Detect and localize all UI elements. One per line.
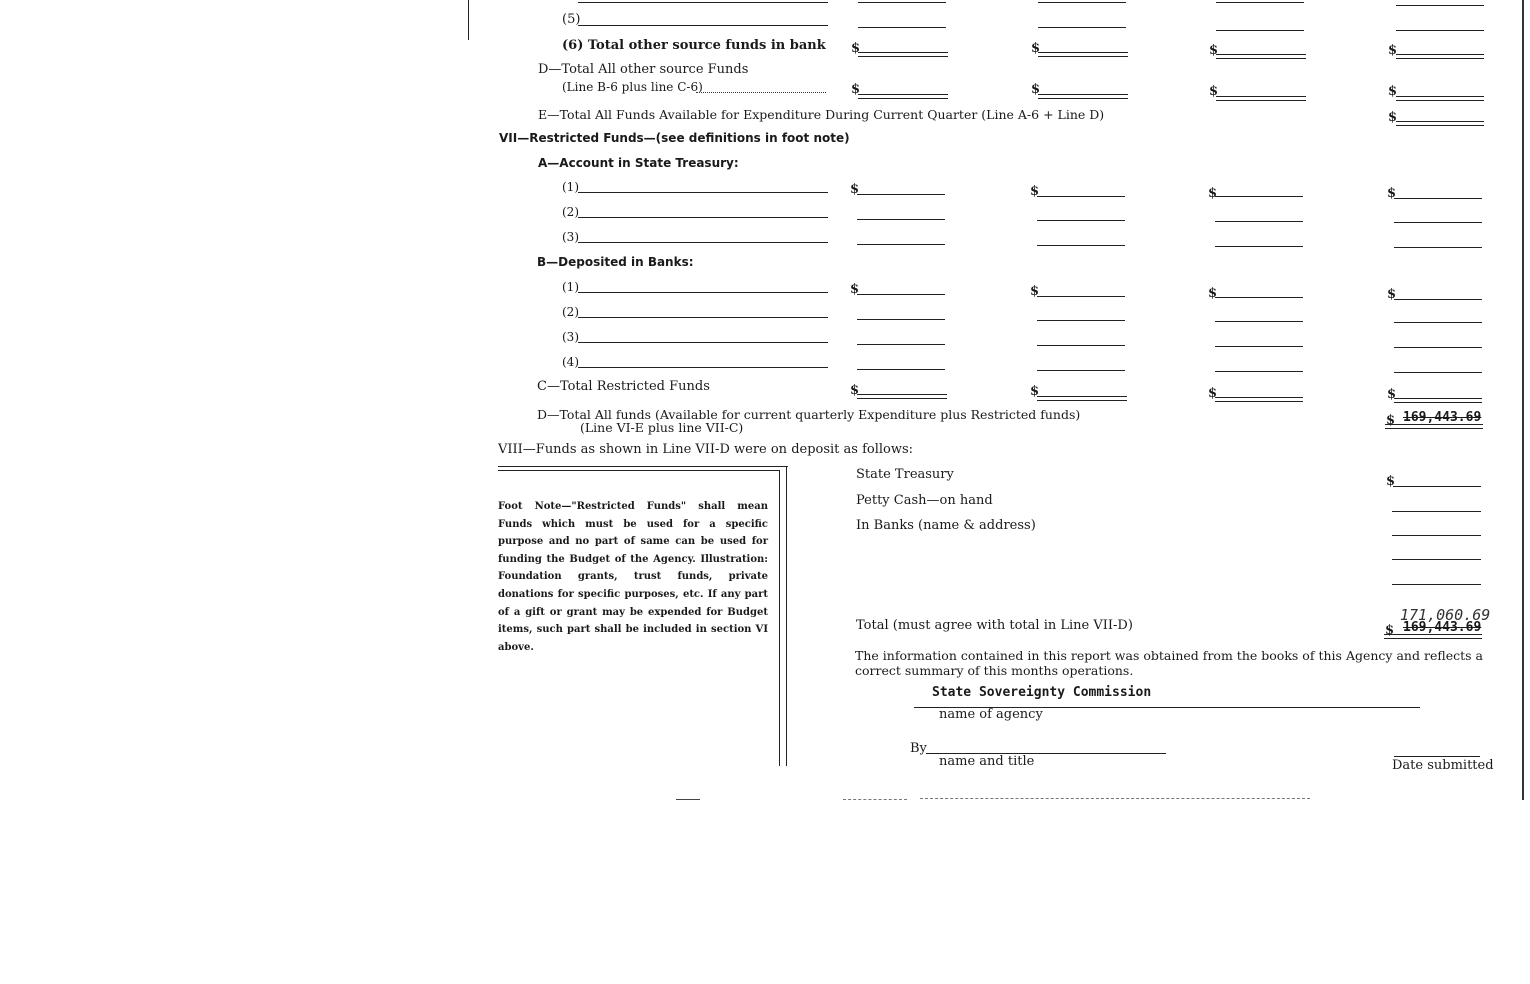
entry-line[interactable] [1392, 511, 1481, 512]
vii-d-title: D—Total All funds (Available for current quarterly Expenditure plus Restricted funds) [537, 407, 1081, 422]
dollar-sign: $ [1387, 186, 1397, 201]
vii-b-item-1: (1) [562, 280, 579, 294]
dollar-sign: $ [1387, 387, 1397, 402]
entry-line[interactable] [1393, 486, 1481, 487]
entry-line[interactable] [1038, 27, 1126, 28]
date-line[interactable] [1394, 756, 1480, 757]
entry-line[interactable] [857, 244, 945, 245]
entry-line[interactable] [1396, 96, 1484, 101]
entry-line[interactable] [1037, 370, 1125, 371]
entry-line[interactable] [1037, 245, 1125, 246]
entry-line[interactable] [1215, 397, 1303, 402]
rule [1396, 5, 1484, 6]
deposit-in-banks: In Banks (name & address) [856, 518, 1036, 533]
entry-line[interactable] [1216, 30, 1304, 31]
entry-line[interactable] [857, 394, 947, 399]
deposit-total-value: 169,443.69 [1403, 620, 1482, 635]
line-d-title: D—Total All other source Funds [538, 62, 749, 77]
entry-line[interactable] [578, 217, 828, 218]
date-caption: Date submitted [1392, 758, 1494, 773]
rule [1216, 2, 1304, 3]
deposit-total-label: Total (must agree with total in Line VII-D) [856, 618, 1133, 633]
entry-line[interactable] [858, 94, 948, 99]
dollar-sign: $ [1031, 82, 1041, 97]
entry-line[interactable] [1394, 398, 1482, 403]
vii-a-item-2: (2) [562, 205, 579, 219]
entry-line[interactable] [1215, 196, 1303, 197]
certification-statement: The information contained in this report was obtained from the books of this Agency and reflects a correct summary of this months operations. [855, 648, 1483, 678]
entry-line[interactable] [1037, 396, 1127, 401]
entry-line[interactable] [857, 344, 945, 345]
entry-line[interactable] [1394, 222, 1482, 223]
entry-line[interactable] [578, 367, 828, 368]
entry-line[interactable] [578, 342, 828, 343]
page-edge-line [468, 0, 469, 40]
rule [1038, 2, 1126, 3]
entry-line[interactable] [1215, 371, 1303, 372]
entry-line[interactable] [578, 292, 828, 293]
entry-line[interactable] [858, 27, 946, 28]
entry-line[interactable] [857, 319, 945, 320]
page-right-edge [1522, 0, 1524, 800]
dollar-sign: $ [1385, 623, 1395, 638]
vii-a-title: A—Account in State Treasury: [538, 156, 739, 170]
by-label: By [910, 741, 927, 756]
total-handwritten: 171,060.69 [1400, 606, 1491, 624]
entry-line[interactable] [1215, 297, 1303, 298]
entry-line[interactable] [1037, 296, 1125, 297]
line-e-title: E—Total All Funds Available for Expenditure During Current Quarter (Line A-6 + Line D) [538, 107, 1105, 122]
agency-name: State Sovereignty Commission [932, 685, 1152, 700]
entry-line[interactable] [1384, 634, 1482, 639]
entry-line[interactable] [1394, 198, 1482, 199]
dollar-sign: $ [1030, 384, 1040, 399]
entry-line[interactable] [1216, 96, 1306, 101]
dollar-sign: $ [1208, 186, 1218, 201]
entry-line[interactable] [1385, 424, 1483, 429]
rule [858, 2, 946, 3]
dollar-sign: $ [851, 41, 861, 56]
dollar-sign: $ [1386, 474, 1396, 489]
dollar-sign: $ [850, 383, 860, 398]
dollar-sign: $ [850, 282, 860, 297]
entry-line[interactable] [1392, 584, 1481, 585]
entry-line[interactable] [1038, 52, 1128, 57]
entry-line[interactable] [1392, 559, 1481, 560]
deposit-petty-cash: Petty Cash—on hand [856, 493, 993, 508]
entry-line[interactable] [1037, 220, 1125, 221]
vii-b-item-2: (2) [562, 305, 579, 319]
vii-b-title: B—Deposited in Banks: [537, 255, 694, 269]
box-right-rule [786, 466, 787, 766]
entry-line[interactable] [857, 369, 945, 370]
entry-line[interactable] [1216, 54, 1306, 59]
dollar-sign: $ [1388, 43, 1398, 58]
entry-line[interactable] [1396, 121, 1484, 126]
scan-artifact [843, 799, 907, 800]
vii-a-item-1: (1) [562, 180, 579, 194]
entry-line[interactable] [1215, 246, 1303, 247]
entry-line[interactable] [1394, 322, 1482, 323]
dollar-sign: $ [1388, 84, 1398, 99]
dollar-sign: $ [1209, 84, 1219, 99]
vii-b-item-4: (4) [562, 355, 579, 369]
entry-line[interactable] [578, 317, 828, 318]
dollar-sign: $ [1388, 110, 1398, 125]
section-vii-title [499, 131, 850, 145]
leader-dots [696, 92, 826, 93]
box-top-rule [498, 466, 788, 467]
entry-line[interactable] [1394, 347, 1482, 348]
dollar-sign: $ [1209, 43, 1219, 58]
entry-line[interactable] [1394, 372, 1482, 373]
entry-line[interactable] [578, 242, 828, 243]
section-viii-title: VIII—Funds as shown in Line VII-D were on deposit as follows: [498, 442, 914, 457]
dollar-sign: $ [1030, 184, 1040, 199]
entry-line[interactable] [1396, 54, 1484, 59]
entry-line[interactable] [1037, 196, 1125, 197]
box-top-rule-inner [498, 470, 780, 471]
vii-d-sub: (Line VI-E plus line VII-C) [580, 420, 744, 435]
entry-line[interactable] [1215, 346, 1303, 347]
entry-line[interactable] [1037, 320, 1125, 321]
entry-line[interactable] [1392, 535, 1481, 536]
section-vii-text: VII—Restricted Funds—(see definitions in foot note) [499, 131, 850, 145]
dollar-sign: $ [851, 82, 861, 97]
vii-c-title: C—Total Restricted Funds [537, 379, 710, 394]
vii-a-item-3: (3) [562, 230, 579, 244]
name-title-caption: name and title [939, 754, 1035, 769]
entry-line[interactable] [578, 25, 828, 26]
entry-line[interactable] [1215, 221, 1303, 222]
entry-line[interactable] [857, 194, 945, 195]
footnote-text: Foot Note—"Restricted Funds" shall mean Funds which must be used for a specific purpose and no part of same can be used for funding the Budget of the Agency. Illustration: Foundation grants, trust funds, private donations for specific purposes, etc. If any part of a gift or grant may be expended for Budget items, such part shall be included in section VI above. [498, 501, 768, 653]
dollar-sign: $ [1030, 284, 1040, 299]
dollar-sign: $ [1208, 386, 1218, 401]
entry-line[interactable] [1396, 30, 1484, 31]
line-c6-label: (6) Total other source funds in bank [562, 38, 826, 53]
box-right-rule-inner [779, 470, 780, 766]
entry-line[interactable] [857, 294, 945, 295]
entry-line[interactable] [1394, 247, 1482, 248]
dollar-sign: $ [1208, 286, 1218, 301]
entry-line[interactable] [1394, 299, 1482, 300]
dollar-sign: $ [1387, 287, 1397, 302]
entry-line[interactable] [1215, 321, 1303, 322]
dollar-sign: $ [1031, 41, 1041, 56]
dollar-sign: $ [850, 182, 860, 197]
scan-artifact [920, 798, 1310, 799]
dollar-sign: $ [1386, 413, 1396, 428]
entry-line[interactable] [1037, 345, 1125, 346]
agency-caption: name of agency [939, 707, 1043, 722]
line-d-sub: (Line B-6 plus line C-6) [562, 80, 703, 94]
entry-line[interactable] [578, 192, 828, 193]
vii-d-total-value: 169,443.69 [1403, 410, 1482, 425]
entry-line[interactable] [1038, 94, 1128, 99]
deposit-state-treasury: State Treasury [856, 467, 954, 482]
scan-artifact [676, 799, 700, 800]
entry-line[interactable] [857, 219, 945, 220]
rule [578, 2, 828, 3]
entry-line[interactable] [858, 52, 948, 57]
line-c5-label: (5) [562, 12, 581, 27]
vii-b-item-3: (3) [562, 330, 579, 344]
